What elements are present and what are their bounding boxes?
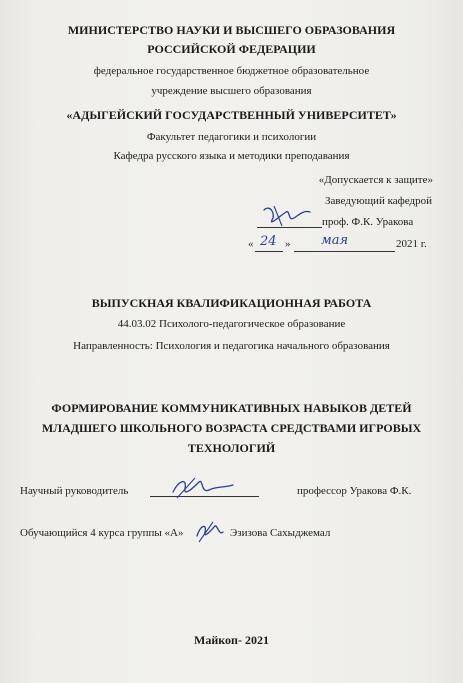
ministry-line-1: МИНИСТЕРСТВО НАУКИ И ВЫСШЕГО ОБРАЗОВАНИЯ: [67, 23, 396, 37]
supervisor-signature: [165, 472, 240, 504]
city-year: Майкоп- 2021: [194, 633, 269, 647]
date-open-quote: «: [248, 238, 254, 250]
work-type: ВЫПУСКНАЯ КВАЛИФИКАЦИОННАЯ РАБОТА: [91, 296, 372, 310]
date-day-line: [255, 251, 283, 252]
university-name: «АДЫГЕЙСКИЙ ГОСУДАРСТВЕННЫЙ УНИВЕРСИТЕТ»: [66, 108, 397, 122]
date-day: 24: [260, 234, 277, 249]
program-code: 44.03.02 Психолого-педагогическое образование: [117, 318, 346, 330]
head-signature: [258, 200, 320, 230]
supervisor-label: Научный руководитель: [20, 485, 129, 497]
ministry-line-2: РОССИЙСКОЙ ФЕДЕРАЦИИ: [147, 42, 316, 56]
faculty-name: Факультет педагогики и психологии: [146, 131, 317, 143]
work-title-line-3: ТЕХНОЛОГИЙ: [187, 441, 276, 455]
date-close-quote: »: [285, 238, 291, 250]
date-year: 2021 г.: [396, 238, 427, 250]
head-name: проф. Ф.К. Уракова: [322, 216, 414, 228]
work-title-line-2: МЛАДШЕГО ШКОЛЬНОГО ВОЗРАСТА СРЕДСТВАМИ ИГРОВЫХ: [41, 421, 422, 435]
program-direction: Направленность: Психология и педагогика начального образования: [73, 340, 390, 352]
supervisor-name: профессор Уракова Ф.К.: [297, 485, 412, 497]
head-signature-line: [257, 227, 322, 228]
student-name: Эзизова Сахыджемал: [230, 527, 331, 539]
supervisor-signature-line: [150, 496, 259, 497]
admitted-to-defense: «Допускается к защите»: [318, 174, 433, 186]
student-signature: [193, 518, 227, 546]
head-of-department-title: Заведующий кафедрой: [325, 195, 432, 207]
student-label: Обучающийся 4 курса группы «А»: [20, 527, 184, 539]
institution-type-line-1: федеральное государственное бюджетное образовательное: [93, 65, 370, 77]
institution-type-line-2: учреждение высшего образования: [151, 85, 312, 97]
department-name: Кафедра русского языка и методики преподавания: [113, 150, 350, 162]
date-month: мая: [321, 233, 349, 248]
work-title-line-1: ФОРМИРОВАНИЕ КОММУНИКАТИВНЫХ НАВЫКОВ ДЕТЕЙ: [51, 401, 412, 415]
date-month-line: [294, 251, 395, 252]
